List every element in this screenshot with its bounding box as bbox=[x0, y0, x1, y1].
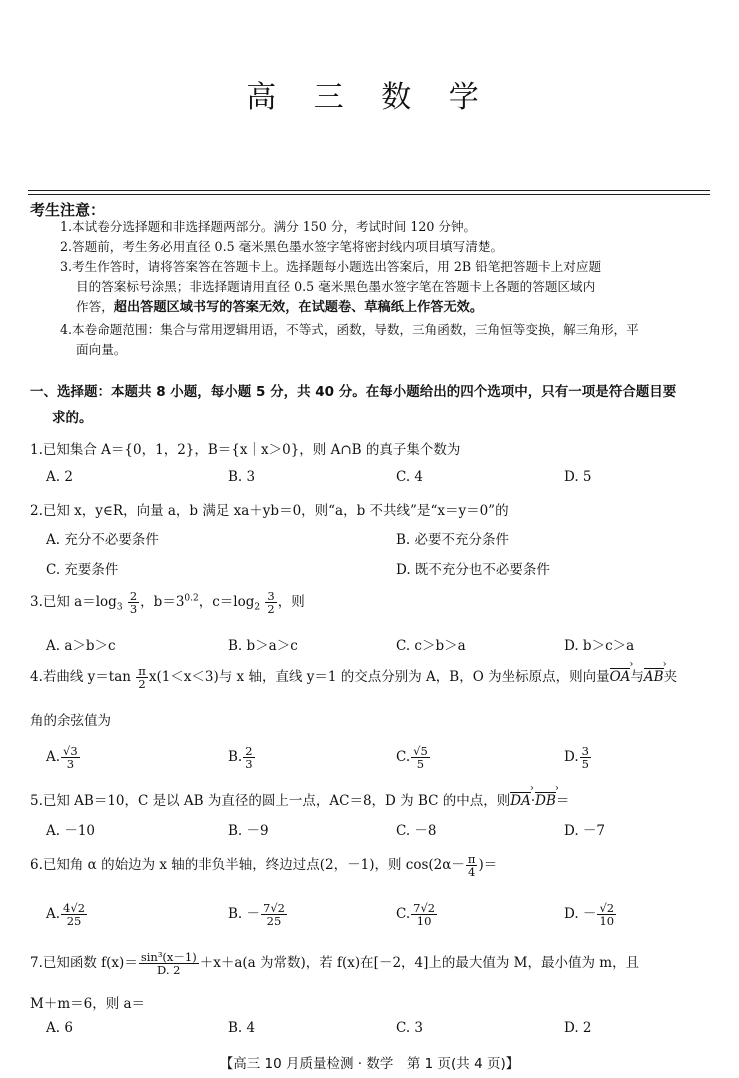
question-7-stem bbox=[30, 951, 720, 976]
question-2-stem: 2.已知 x，y∈R，向量 a，b 满足 xa＋yb＝0，则“a，b 不共线”是“x＝y＝0”的 bbox=[30, 503, 509, 519]
q6-option-a bbox=[46, 902, 88, 927]
q4-option-d bbox=[564, 745, 592, 770]
q3-option-c: C. c＞b＞a bbox=[396, 638, 466, 654]
q6-d-fraction bbox=[597, 902, 616, 927]
q1-option-b: B. 3 bbox=[228, 469, 256, 485]
numerator: 2 bbox=[129, 589, 138, 603]
q6-fraction bbox=[466, 853, 478, 878]
q4-option-c bbox=[396, 745, 431, 770]
notice-heading: 考生注意： bbox=[30, 201, 106, 219]
notice-bold-warning: 超出答题区域书写的答案无效，在试题卷、草稿纸上作答无效。 bbox=[113, 300, 484, 315]
denominator: 25 bbox=[266, 914, 282, 928]
q5-text: 5.已知 AB＝10，C 是以 AB 为直径的圆上一点，AC＝8，D 为 BC 的中点，则 bbox=[30, 793, 511, 809]
section-heading: 一、选择题：本题共 8 小题，每小题 5 分，共 40 分。在每小题给出的四个选项中，只有一项是符合题目要 bbox=[30, 384, 677, 400]
option-label: A. bbox=[46, 906, 61, 922]
q6-text: )＝ bbox=[478, 857, 498, 873]
vector-db: DB › bbox=[535, 793, 556, 809]
option-label: D. － bbox=[564, 906, 597, 922]
q3-text: ，则 bbox=[277, 594, 305, 610]
q4-option-a bbox=[46, 745, 81, 770]
numerator: π bbox=[138, 664, 146, 678]
q5-option-a: A. －10 bbox=[46, 823, 96, 839]
divider bbox=[28, 194, 710, 195]
q3-text: ，c＝log bbox=[198, 594, 255, 610]
notice-text: 作答， bbox=[76, 299, 114, 314]
q4-a-fraction bbox=[61, 745, 80, 770]
q3-exponent: 0.2 bbox=[184, 593, 199, 604]
notice-item-3-cont2 bbox=[76, 297, 710, 318]
denominator: 2 bbox=[138, 677, 146, 691]
numerator: √2 bbox=[599, 901, 615, 915]
q5-text: ＝ bbox=[555, 793, 570, 809]
q6-option-c bbox=[396, 902, 438, 927]
numerator: 3 bbox=[581, 744, 589, 758]
q3-fraction-1 bbox=[128, 590, 139, 615]
numerator: 7√2 bbox=[263, 901, 285, 915]
page-footer: 【高三 10 月质量检测 · 数学 第 1 页(共 4 页)】 bbox=[219, 1056, 520, 1072]
q3-option-a: A. a＞b＞c bbox=[46, 638, 116, 654]
option-label: B. bbox=[228, 749, 243, 765]
q7-option-c: C. 3 bbox=[396, 1020, 424, 1036]
q2-option-a: A. 充分不必要条件 bbox=[46, 532, 159, 548]
vector-ab: AB › bbox=[644, 669, 664, 685]
q2-option-b: B. 必要不充分条件 bbox=[396, 532, 510, 548]
question-6-stem bbox=[30, 853, 720, 878]
denominator: 3 bbox=[245, 757, 253, 771]
q7-option-d: D. 2 bbox=[564, 1020, 592, 1036]
q5-option-d: D. －7 bbox=[564, 823, 606, 839]
question-3-stem bbox=[30, 590, 720, 615]
numerator: √5 bbox=[413, 744, 428, 758]
denominator: 25 bbox=[66, 914, 82, 928]
q4-text: 4.若曲线 y＝tan bbox=[30, 669, 131, 685]
denominator: 10 bbox=[416, 914, 432, 928]
option-label: C. bbox=[396, 906, 411, 922]
numerator: sin³(x－1) bbox=[140, 950, 197, 964]
q3-text: ，b＝3 bbox=[140, 594, 185, 610]
question-1-stem: 1.已知集合 A＝{0，1，2}，B＝{x｜x＞0}，则 A∩B 的真子集个数为 bbox=[30, 442, 461, 458]
q2-option-d: D. 既不充分也不必要条件 bbox=[396, 562, 550, 578]
denominator: 5 bbox=[581, 757, 589, 771]
numerator: 7√2 bbox=[413, 901, 436, 915]
notice-item-2: 2.答题前，考生务必用直径 0.5 毫米黑色墨水签字笔将密封线内项目填写清楚。 bbox=[60, 239, 504, 254]
question-4-stem-cont: 角的余弦值为 bbox=[30, 713, 111, 729]
question-5-stem bbox=[30, 789, 720, 809]
q4-text: 夹 bbox=[663, 669, 678, 685]
numerator: π bbox=[467, 852, 476, 866]
q3-fraction-2 bbox=[265, 590, 276, 615]
q1-option-d: D. 5 bbox=[564, 469, 592, 485]
q6-text: (2α－ bbox=[428, 857, 465, 873]
q3-log-base-1: 3 bbox=[116, 602, 123, 613]
denominator: D. 2 bbox=[157, 963, 181, 977]
numerator: 3 bbox=[267, 589, 275, 603]
q7-option-b: B. 4 bbox=[228, 1020, 256, 1036]
option-label: A. bbox=[46, 749, 61, 765]
denominator: 3 bbox=[129, 602, 138, 616]
section-heading-cont: 求的。 bbox=[52, 410, 93, 426]
option-label: C. bbox=[396, 749, 411, 765]
question-7-stem-cont: M＋m＝6，则 a＝ bbox=[30, 996, 146, 1012]
denominator: 3 bbox=[66, 757, 75, 771]
q1-option-a: A. 2 bbox=[46, 469, 73, 485]
q6-option-d bbox=[564, 902, 617, 927]
numerator: √3 bbox=[63, 744, 78, 758]
q4-b-fraction bbox=[243, 745, 254, 770]
q4-option-b bbox=[228, 745, 256, 770]
q7-option-a: A. 6 bbox=[46, 1020, 73, 1036]
page-title: 高 三 数 学 bbox=[246, 80, 493, 115]
q5-option-c: C. －8 bbox=[396, 823, 437, 839]
notice-item-3-cont: 目的答案标号涂黑；非选择题请用直径 0.5 毫米黑色墨水签字笔在答题卡上各题的答题区域内 bbox=[76, 279, 596, 294]
denominator: 4 bbox=[468, 865, 476, 879]
q4-fraction bbox=[136, 665, 148, 690]
q5-option-b: B. －9 bbox=[228, 823, 269, 839]
q6-c-fraction bbox=[411, 902, 437, 927]
numerator: 2 bbox=[245, 744, 253, 758]
notice-item-4: 4.本卷命题范围：集合与常用逻辑用语，不等式，函数，导数，三角函数，三角恒等变换，解三角形，平 bbox=[60, 322, 639, 337]
q4-text: x(1＜x＜3)与 x 轴，直线 y＝1 的交点分别为 A，B，O 为坐标原点，则向量 bbox=[148, 669, 610, 685]
q7-text: 7.已知函数 f(x)＝ bbox=[30, 955, 138, 971]
q6-a-fraction bbox=[61, 902, 87, 927]
question-4-stem bbox=[30, 665, 720, 690]
q3-option-b: B. b＞a＞c bbox=[228, 638, 298, 654]
denominator: 10 bbox=[599, 914, 615, 928]
q7-fraction bbox=[139, 951, 199, 976]
q2-option-c: C. 充要条件 bbox=[46, 562, 119, 578]
option-label: B. － bbox=[228, 906, 261, 922]
q4-text: 与 bbox=[630, 669, 644, 685]
q6-text: 6.已知角 α 的始边为 x 轴的非负半轴，终边过点(2，－1)，则 cos bbox=[30, 857, 429, 873]
numerator: 4√2 bbox=[63, 901, 86, 915]
q4-d-fraction bbox=[580, 745, 591, 770]
vector-da: DA › bbox=[510, 793, 531, 809]
vector-oa: OA › bbox=[610, 669, 631, 685]
q3-text: 3.已知 a＝log bbox=[30, 594, 117, 610]
q6-b-fraction bbox=[261, 902, 287, 927]
q7-text: ＋x＋a(a 为常数)，若 f(x)在[－2，4]上的最大值为 M，最小值为 m，且 bbox=[199, 955, 640, 971]
notice-item-1: 1.本试卷分选择题和非选择题两部分。满分 150 分，考试时间 120 分钟。 bbox=[60, 219, 477, 234]
divider bbox=[28, 190, 710, 191]
q4-c-fraction bbox=[411, 745, 430, 770]
q6-option-b bbox=[228, 902, 288, 927]
notice-item-3: 3.考生作答时，请将答案答在答题卡上。选择题每小题选出答案后，用 2B 铅笔把答题卡上对应题 bbox=[60, 259, 602, 274]
q3-log-base-2: 2 bbox=[254, 602, 261, 613]
notice-item-4-cont: 面向量。 bbox=[76, 342, 127, 357]
q1-option-c: C. 4 bbox=[396, 469, 424, 485]
denominator: 2 bbox=[267, 602, 275, 616]
q3-option-d: D. b＞c＞a bbox=[564, 638, 635, 654]
q5-text: · bbox=[530, 793, 536, 809]
option-label: D. bbox=[564, 749, 579, 765]
denominator: 5 bbox=[416, 757, 425, 771]
